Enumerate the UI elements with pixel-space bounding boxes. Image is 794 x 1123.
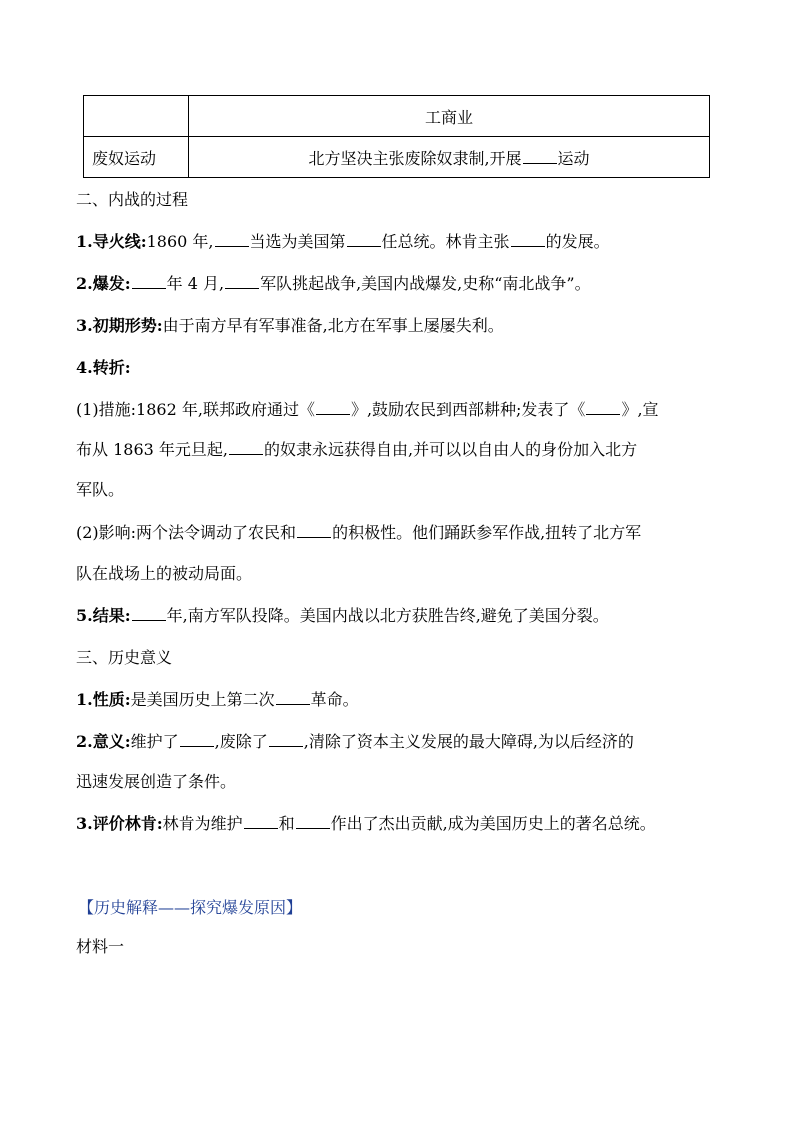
fill-blank[interactable]	[316, 400, 350, 415]
text: 当选为美国第	[249, 232, 346, 251]
table-row	[84, 137, 710, 178]
paragraph-impact-cont	[76, 563, 252, 585]
paragraph-fuse	[76, 231, 610, 253]
text: 军队。	[76, 480, 125, 499]
fill-blank[interactable]	[132, 606, 166, 621]
text: 军队挑起战争,美国内战爆发,史称“南北战争”。	[260, 274, 591, 293]
text: 材料一	[76, 937, 125, 956]
heading-text: 二、内战的过程	[76, 190, 189, 209]
section-heading	[76, 647, 172, 669]
paragraph-turning	[76, 357, 131, 379]
paragraph-initial	[76, 315, 504, 337]
table-cell-content: 工商业	[189, 96, 710, 137]
comparison-table	[83, 95, 710, 178]
text: ,清除了资本主义发展的最大障碍,为以后经济的	[303, 732, 634, 751]
text: 维护了	[130, 732, 179, 751]
item-label: 1.导火线:	[76, 232, 147, 251]
table-cell-label: 废奴运动	[84, 137, 189, 178]
fill-blank[interactable]	[269, 732, 303, 747]
table-row	[84, 96, 710, 137]
text: 和	[278, 814, 295, 833]
text: 》,鼓励农民到西部耕种;发表了《	[350, 400, 586, 419]
fill-blank[interactable]	[215, 232, 249, 247]
paragraph-significance	[76, 731, 634, 753]
text: 任总统。林肯主张	[381, 232, 510, 251]
paragraph-measures	[76, 399, 659, 421]
paragraph-significance-cont	[76, 771, 236, 793]
text: 的发展。	[545, 232, 610, 251]
paragraph-measures-end	[76, 479, 124, 501]
item-label: 2.爆发:	[76, 274, 131, 293]
text: 1860 年,	[146, 232, 214, 251]
paragraph-nature	[76, 689, 359, 711]
text: 布从 1863 年元旦起,	[76, 440, 228, 459]
text: 是美国历史上第二次	[130, 690, 275, 709]
heading-text: 三、历史意义	[76, 648, 173, 667]
text: 年 4 月,	[166, 274, 225, 293]
paragraph-measures-cont	[76, 439, 637, 461]
item-label: 3.评价林肯:	[76, 814, 163, 833]
fill-blank[interactable]	[511, 232, 545, 247]
text: 作出了杰出贡献,成为美国历史上的著名总统。	[330, 814, 656, 833]
text: ,废除了	[214, 732, 268, 751]
fill-blank[interactable]	[276, 690, 310, 705]
item-label: 4.转折:	[76, 358, 131, 377]
text: 林肯为维护	[162, 814, 243, 833]
text: 年,南方军队投降。美国内战以北方获胜告终,避免了美国分裂。	[166, 606, 609, 625]
paragraph-result	[76, 605, 609, 627]
paragraph-evaluation	[76, 813, 656, 835]
fill-blank[interactable]	[297, 523, 331, 538]
paragraph-impact	[76, 522, 641, 544]
explore-heading	[78, 897, 302, 919]
material-label	[76, 936, 124, 958]
text: 运动	[557, 148, 590, 168]
text: 北方坚决主张废除奴隶制,开展	[308, 148, 522, 168]
fill-blank[interactable]	[180, 732, 214, 747]
text: 队在战场上的被动局面。	[76, 564, 253, 583]
text: 由于南方早有军事准备,北方在军事上屡屡失利。	[162, 316, 504, 335]
fill-blank[interactable]	[244, 814, 278, 829]
text: (2)影响:两个法令调动了农民和	[76, 523, 297, 542]
fill-blank[interactable]	[296, 814, 330, 829]
item-label: 1.性质:	[76, 690, 131, 709]
fill-blank[interactable]	[586, 400, 620, 415]
table-cell-label	[84, 96, 189, 137]
item-label: 2.意义:	[76, 732, 131, 751]
text: 的积极性。他们踊跃参军作战,扭转了北方军	[332, 523, 642, 542]
section-heading	[76, 189, 188, 211]
table-cell-content	[189, 137, 710, 178]
text: 的奴隶永远获得自由,并可以以自由人的身份加入北方	[263, 440, 638, 459]
fill-blank[interactable]	[225, 274, 259, 289]
heading-text: 【历史解释——探究爆发原因】	[78, 898, 303, 917]
text: 》,宣	[621, 400, 659, 419]
text: 革命。	[310, 690, 359, 709]
fill-blank[interactable]	[229, 440, 263, 455]
text: 迅速发展创造了条件。	[76, 772, 237, 791]
text: (1)措施:1862 年,联邦政府通过《	[76, 400, 315, 419]
item-label: 5.结果:	[76, 606, 131, 625]
fill-blank[interactable]	[523, 149, 557, 164]
fill-blank[interactable]	[347, 232, 381, 247]
paragraph-outbreak	[76, 273, 591, 295]
fill-blank[interactable]	[132, 274, 166, 289]
item-label: 3.初期形势:	[76, 316, 163, 335]
